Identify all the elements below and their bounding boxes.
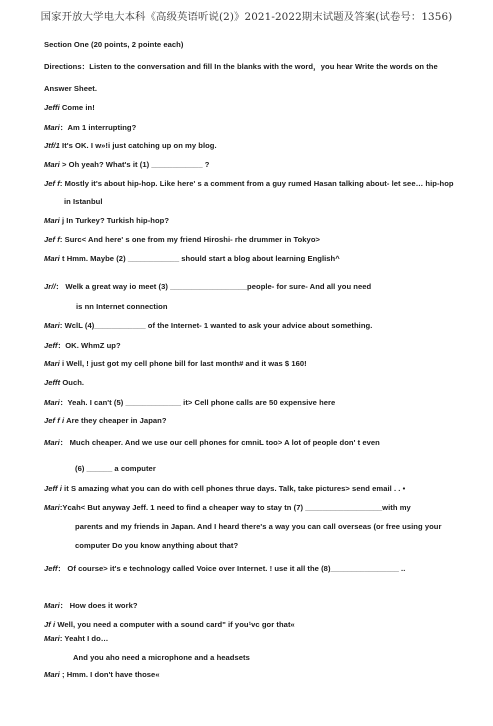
dialogue-line bbox=[44, 235, 320, 244]
utterance: ; Hmm. I don't have those« bbox=[59, 670, 160, 679]
utterance: : Yeaht I do… bbox=[59, 634, 109, 643]
utterance: Come in! bbox=[59, 103, 95, 112]
dialogue-line bbox=[44, 484, 405, 493]
dialogue-line bbox=[44, 141, 217, 150]
dialogue-line bbox=[44, 620, 295, 629]
directions-continued: Answer Sheet. bbox=[44, 84, 97, 93]
dialogue-line bbox=[44, 563, 405, 574]
dialogue-line bbox=[44, 600, 138, 611]
speaker: Mari bbox=[44, 321, 60, 330]
speaker: Mari bbox=[44, 123, 60, 132]
dialogue-line bbox=[44, 281, 371, 292]
speaker: Mari bbox=[44, 160, 60, 169]
section-title: Section One (20 points, 2 pointe each) bbox=[44, 40, 184, 49]
speaker: Jef f i bbox=[44, 416, 65, 425]
utterance: t Hmm. Maybe (2) ____________ should start a blog about learning English^ bbox=[59, 254, 340, 263]
utterance: :Ycah< But anyway Jeff. 1 need to find a cheaper way to stay tn (7) __________________with my bbox=[59, 503, 411, 512]
dialogue-continuation: And you aho need a microphone and a headsets bbox=[73, 653, 250, 662]
utterance: > Oh yeah? What's it (1) ____________ ? bbox=[59, 160, 210, 169]
dialogue-line bbox=[44, 503, 411, 512]
utterance: Are they cheaper in Japan? bbox=[64, 416, 167, 425]
speaker: Mari bbox=[44, 438, 60, 447]
speaker: Mari bbox=[44, 216, 60, 225]
dialogue-line bbox=[44, 179, 454, 188]
speaker: Mari bbox=[44, 670, 60, 679]
speaker: Mari bbox=[44, 503, 60, 512]
utterance: ：Am 1 interrupting? bbox=[59, 123, 137, 132]
dialogue-line bbox=[44, 670, 160, 679]
directions-label: Directions： bbox=[44, 62, 90, 71]
speaker: Jeff bbox=[44, 564, 58, 573]
utterance: Well, you need a computer with a sound card" if you¹vc gor that« bbox=[55, 620, 295, 629]
directions-line bbox=[44, 61, 438, 72]
utterance: : Surc< And here' s one from my friend Hiroshi- rhe drummer in Tokyo> bbox=[59, 235, 320, 244]
dialogue-continuation: (6) ______ a computer bbox=[75, 464, 156, 473]
speaker: Jeff i bbox=[44, 484, 62, 493]
speaker: Mari bbox=[44, 359, 60, 368]
speaker: Jf i bbox=[44, 620, 56, 629]
speaker: Mari bbox=[44, 254, 60, 263]
utterance: i Well, ! just got my cell phone bill for last month# and it was $ 160! bbox=[59, 359, 307, 368]
utterance: ： Of course> it's e technology called Voice over Internet. ! use it all the (8)________________ .. bbox=[57, 564, 406, 573]
dialogue-continuation: computer Do you know anything about that? bbox=[75, 541, 239, 550]
dialogue-line bbox=[44, 437, 380, 448]
utterance: : WclL (4)____________ of the Internet- 1 wanted to ask your advice about something. bbox=[59, 321, 373, 330]
utterance: : Mostly it's about hip-hop. Like here' s a comment from a guy rumed Hasan talking about- let see… hip-hop bbox=[59, 179, 454, 188]
directions-text: Listen to the conversation and fill In the blanks with the word，you hear Write the words on the bbox=[89, 62, 438, 71]
speaker: Jeffi bbox=[44, 103, 60, 112]
utterance: it S amazing what you can do with cell phones thrue days. Talk, take pictures> send email . . • bbox=[61, 484, 406, 493]
dialogue-line bbox=[44, 254, 340, 263]
utterance: ： Much cheaper. And we use our cell phones for cmniL too> A lot of people don' t even bbox=[59, 438, 380, 447]
speaker: Jefft bbox=[44, 378, 61, 387]
dialogue-line bbox=[44, 634, 108, 643]
utterance: It's OK. I w»!i just catching up on my blog. bbox=[59, 141, 217, 150]
dialogue-line bbox=[44, 216, 169, 225]
utterance: ：Yeah. I can't (5) _____________ it> Cell phone calls are 50 expensive here bbox=[59, 398, 336, 407]
dialogue-line bbox=[44, 160, 209, 169]
utterance: ： How does it work? bbox=[59, 601, 138, 610]
dialogue-continuation: parents and my friends in Japan. And I heard there's a way you can call overseas (or free using your bbox=[75, 522, 442, 531]
dialogue-line bbox=[44, 340, 121, 351]
page-header-title: 国家开放大学电大本科《高级英语听说(2)》2021-2022期末试题及答案(试卷号：1356) bbox=[40, 11, 453, 23]
dialogue-continuation: is nn Internet connection bbox=[76, 302, 168, 311]
speaker: Jef f bbox=[44, 179, 60, 188]
utterance: ： Welk a great way io meet (3) __________________people- for sure- And all you need bbox=[55, 282, 372, 291]
dialogue-line bbox=[44, 378, 84, 387]
speaker: Jr// bbox=[44, 282, 56, 291]
speaker: Jtf/1 bbox=[44, 141, 60, 150]
dialogue-line bbox=[44, 321, 372, 330]
utterance: j In Turkey? Turkish hip-hop? bbox=[59, 216, 170, 225]
dialogue-line bbox=[44, 122, 136, 133]
speaker: Mari bbox=[44, 398, 60, 407]
dialogue-line bbox=[44, 103, 95, 112]
speaker: Mari bbox=[44, 634, 60, 643]
dialogue-line bbox=[44, 416, 167, 425]
dialogue-line bbox=[44, 397, 335, 408]
utterance: ：OK. WhmZ up? bbox=[57, 341, 121, 350]
speaker: Mari bbox=[44, 601, 60, 610]
dialogue-line bbox=[44, 359, 307, 368]
utterance: Ouch. bbox=[60, 378, 85, 387]
speaker: Jeff bbox=[44, 341, 58, 350]
dialogue-continuation: in Istanbul bbox=[64, 197, 103, 206]
speaker: Jef f bbox=[44, 235, 60, 244]
